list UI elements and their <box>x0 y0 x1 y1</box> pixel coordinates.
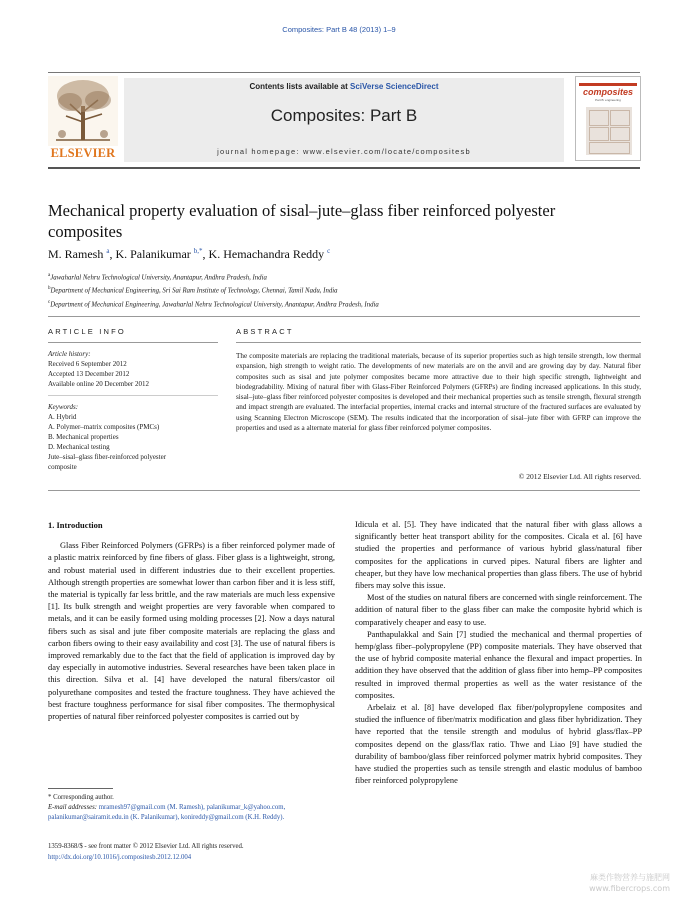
keyword-item: D. Mechanical testing <box>48 443 110 451</box>
keyword-item: Jute–sisal–glass fiber-reinforced polyester <box>48 453 167 461</box>
contents-availability <box>124 82 564 91</box>
body-paragraph: Panthapulakkal and Sain [7] studied the mechanical and thermal properties of hemp/glass fiber–polypropylene (PP) composite materials. They have observed that the use of hybrid composite material enhance the flexural and impact properties. In addition they have observed that the addition of glass fiber into hemp–PP composites resulted in improved thermal properties as well as the water resistance of the composites. <box>355 629 642 700</box>
article-info-rule <box>48 342 218 343</box>
history-received: Received 6 September 2012 <box>48 360 127 368</box>
cover-band <box>579 83 637 86</box>
issn-line: 1359-8368/$ - see front matter © 2012 Elsevier Ltd. All rights reserved. <box>48 843 244 850</box>
body-paragraph: Most of the studies on natural fibers are concerned with single reinforcement. The addition of natural fiber to the glass fiber can make the composite hybrid which is comparatively cheaper and easy to use. <box>355 593 642 627</box>
footnote-rule <box>48 788 113 789</box>
affiliation-item <box>48 297 638 310</box>
body-column-left <box>48 519 335 723</box>
affiliation-marker: a <box>48 273 51 278</box>
history-label: Article history: <box>48 350 91 358</box>
cover-image <box>586 107 632 155</box>
corresponding-author-footnote <box>48 793 338 823</box>
email-label: E-mail addresses: <box>48 804 98 811</box>
keyword-item: B. Mechanical properties <box>48 433 119 441</box>
section-heading-introduction: 1. Introduction <box>48 520 103 530</box>
affiliation-marker: b <box>48 286 51 292</box>
history-online: Available online 20 December 2012 <box>48 380 149 388</box>
author-name[interactable]: K. Hemachandra Reddy <box>208 247 325 261</box>
affiliation-rule <box>48 316 640 317</box>
affiliation-list <box>48 270 638 310</box>
affiliation-text: Department of Mechanical Engineering, Jawaharlal Nehru Technological University, Anantapur, Andhra Pradesh, India <box>50 300 379 308</box>
header-bottom-rule <box>48 167 640 169</box>
affiliation-item <box>48 283 638 296</box>
article-history <box>48 349 218 389</box>
abstract-text: The composite materials are replacing the traditional materials, because of its superior properties such as high tensile strength, low thermal expansion, high strength to weight ratio. The developments of new materials are on the anvil and are growing day by day. Natural fiber composites such as sisal and jute polymer composites became more attractive due to their high specific strength, lightweight and biodegradability. Mixing of natural fiber with Glass-Fiber Reinforced Polymers (GFRPs) are finding increased applications. In this study, sisal–jute–glass fiber reinforced polyester composites is developed and their mechanical properties such as tensile strength, flexural strength and impact strength are evaluated. The interfacial properties, internal cracks and internal structure of the fractured surfaces are evaluated by using Scanning Electron Microscope (SEM). The results indicated that the incorporation of sisal–jute fiber with GFRP can improve the properties and used as a alternate material for glass fiber reinforced polymer composites. <box>236 352 641 433</box>
body-column-right <box>355 519 642 787</box>
author-name[interactable]: K. Palanikumar <box>115 247 191 261</box>
cover-subtitle: Part B: engineering <box>595 98 621 102</box>
watermark-url: www.fibercrops.com <box>589 884 670 893</box>
author-separator: , <box>109 247 116 261</box>
affiliation-item <box>48 270 638 283</box>
author-list <box>48 247 608 262</box>
publisher-name: ELSEVIER <box>50 146 116 160</box>
keyword-item: composite <box>48 463 77 471</box>
homepage-link[interactable]: www.elsevier.com/locate/compositesb <box>302 147 471 156</box>
article-info-heading: ARTICLE INFO <box>48 327 126 336</box>
doi-link[interactable]: http://dx.doi.org/10.1016/j.compositesb.2012.12.004 <box>48 853 192 861</box>
body-paragraph: Idicula et al. [5]. They have indicated that the natural fiber with glass allows a significantly better heat transport ability for the composites. Cicala et al. [6] have studied the properties and performance of various hybrid glass/natural fiber composites for the applications in curved pipes. Natural fibers are lighter and cheaper, but they have low mechanical properties than glass fibers. The use of hybrid fibers may solve this issue. <box>355 520 642 591</box>
keyword-item: A. Hybrid <box>48 413 77 421</box>
info-divider <box>48 395 218 396</box>
body-paragraph: Arbelaiz et al. [8] have developed flax fiber/polypropylene composites and studied the influence of fiber/matrix modification and glass fiber hybridization. They have reported that the tensile strength and modulus of hybrid glass/flax–PP composites depend on the glass/flax ratio. Thwe and Liao [9] have studied the durability of bamboo/glass fiber reinforced polymer matrix hybrid composites. They have studied the properties such as tensile strength and elastic modulus of bamboo fiber reinforced polypropylene <box>355 703 642 786</box>
watermark-chinese: 麻类作物营养与施肥网 <box>590 873 670 882</box>
author-separator: , <box>202 247 209 261</box>
email-addresses <box>48 803 338 823</box>
abstract-bottom-rule <box>48 490 640 491</box>
journal-citation[interactable]: Composites: Part B 48 (2013) 1–9 <box>282 25 396 34</box>
site-watermark <box>589 872 670 894</box>
article-title: Mechanical property evaluation of sisal–jute–glass fiber reinforced polyester composites <box>48 201 556 241</box>
sciencedirect-link[interactable]: SciVerse ScienceDirect <box>349 82 439 91</box>
affiliation-marker: c <box>48 299 51 305</box>
corresponding-label: * Corresponding author. <box>48 794 114 801</box>
abstract-rule <box>236 342 641 343</box>
homepage-label: journal homepage: <box>217 147 303 156</box>
keywords-label: Keywords: <box>48 403 79 411</box>
author-affiliation-marker[interactable]: b,* <box>193 247 203 255</box>
journal-name: Composites: Part B <box>270 106 418 125</box>
body-paragraph: Glass Fiber Reinforced Polymers (GFRPs) is a fiber reinforced polymer made of a plastic matrix reinforced by fine fibers of glass. Fiber glass is a lightweight, strong, and robust material used in different industries due to their excellent properties. Although strength properties are somewhat lower than carbon fiber and it is less stiff, the material is typically far less brittle, and the raw materials are much less expensive [1]. Its bulk strength and weight properties are very favorable when compared to metals, and it can be easily formed using molding processes [2]. Now a days natural fibers such as sisal and jute fiber composite materials are replacing the glass and carbon fibers owing to their easy availability and cost [3]. The use of natural fibers is improved remarkably due to the fact that the field of application is improved day by day especially in automotive industries. Several researches have been taken place in this direction. Silva et al. [4] have developed the natural fibers/castor oil polyurethane composites and tested the fracture toughness. They have achieved the best fracture toughness performance for sisal fiber composites. The thermophysical properties of natural fiber reinforced polyester composites is carried out by <box>48 541 335 722</box>
author-affiliation-marker[interactable]: c <box>327 247 331 255</box>
email-links[interactable]: mramesh97@gmail.com (M. Ramesh), palanikumar_k@yahoo.com, palanikumar@sairamit.edu.in (K. Palanikumar), konireddy@gmail.com (K.H. Reddy). <box>48 804 286 821</box>
abstract-copyright: © 2012 Elsevier Ltd. All rights reserved. <box>518 472 641 481</box>
affiliation-text: Jawaharlal Nehru Technological University, Anantapur, Andhra Pradesh, India <box>50 274 267 282</box>
abstract-heading: ABSTRACT <box>236 327 294 336</box>
keyword-item: A. Polymer–matrix composites (PMCs) <box>48 423 160 431</box>
contents-prefix: Contents lists available at <box>249 82 350 91</box>
journal-cover-thumbnail[interactable] <box>575 76 641 161</box>
article-metadata-footer <box>48 842 348 863</box>
author-name[interactable]: M. Ramesh <box>48 247 104 261</box>
header-top-rule <box>48 72 640 73</box>
keywords-block <box>48 402 218 472</box>
history-accepted: Accepted 13 December 2012 <box>48 370 130 378</box>
cover-title: composites <box>582 87 633 97</box>
author-affiliation-marker[interactable]: a <box>106 247 110 255</box>
journal-homepage <box>124 147 564 156</box>
affiliation-text: Department of Mechanical Engineering, Sri Sai Ram Institute of Technology, Chennai, Tamil Nadu, India <box>50 287 338 295</box>
